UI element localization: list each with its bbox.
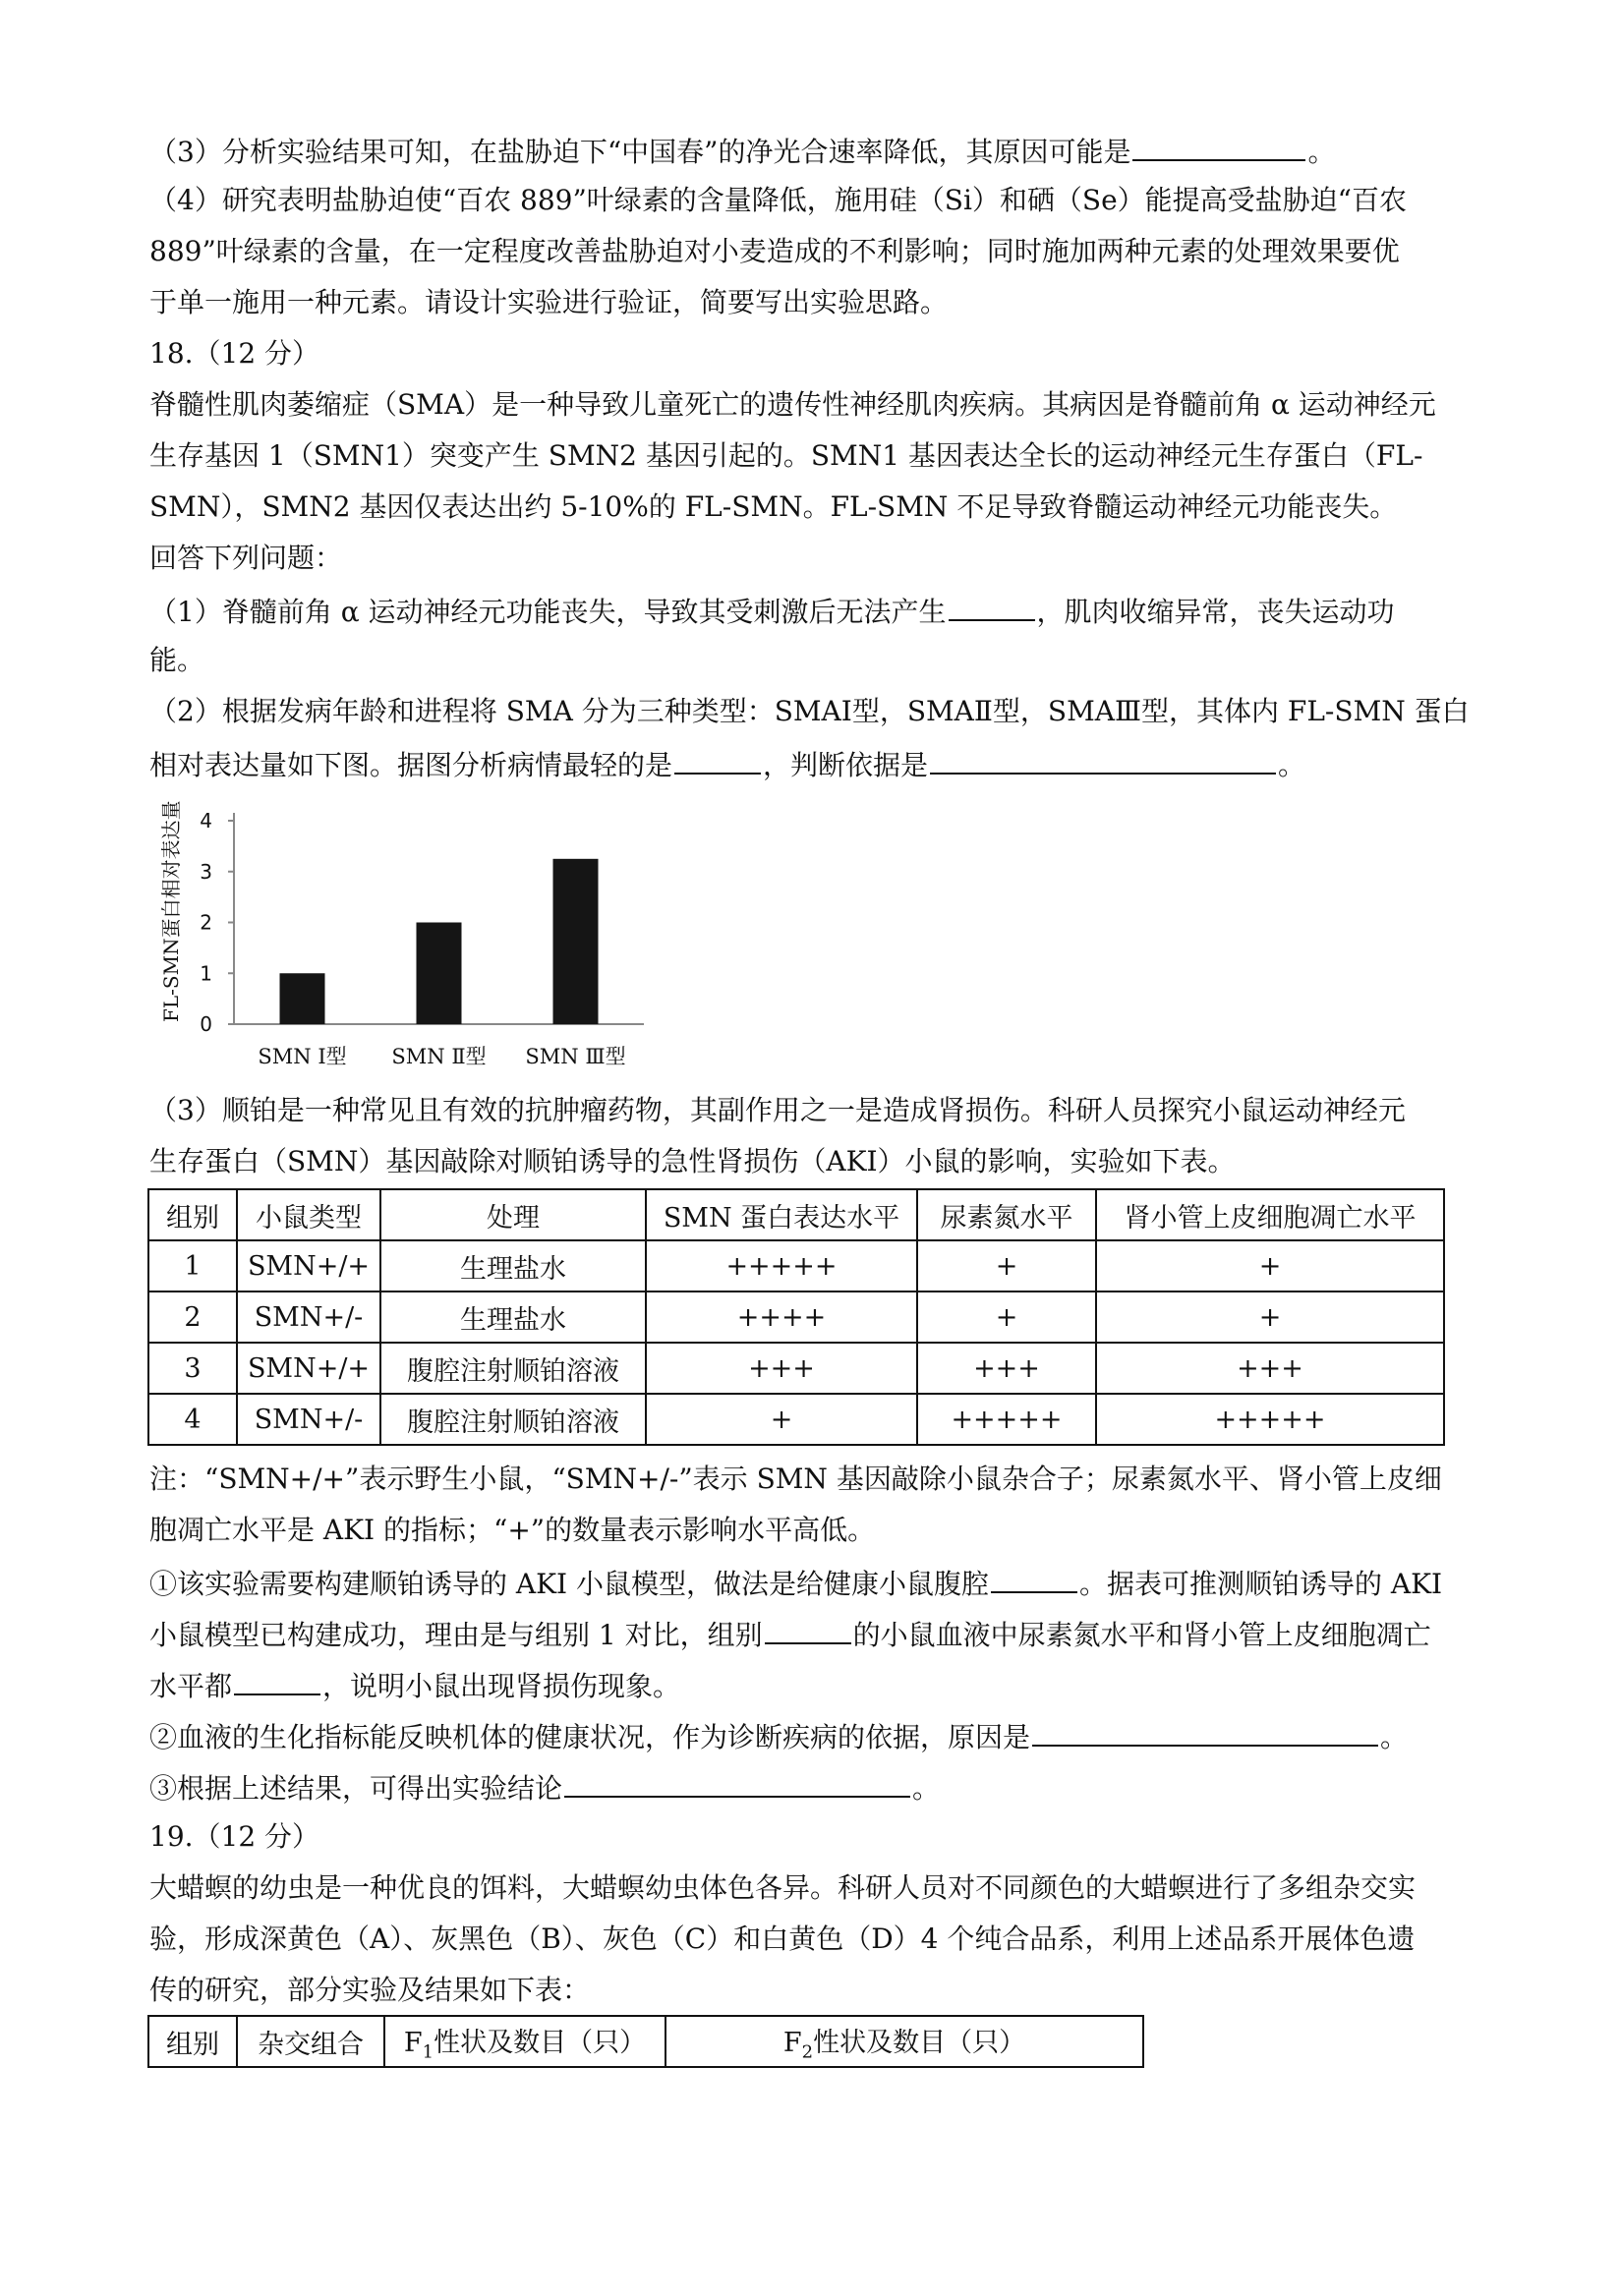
table-cell: + bbox=[917, 1240, 1096, 1292]
table-cell: +++++ bbox=[1096, 1394, 1444, 1445]
table-header-cell: 处理 bbox=[380, 1189, 646, 1240]
x-tick-label: SMN Ⅱ型 bbox=[391, 1045, 487, 1068]
q18-sub3-line: （3）顺铂是一种常见且有效的抗肿瘤药物，其副作用之一是造成肾损伤。科研人员探究小鼠运动神经元 bbox=[149, 1094, 1406, 1126]
table-cell: SMN+/- bbox=[237, 1292, 380, 1343]
q18-intro-line: 回答下列问题： bbox=[149, 542, 343, 574]
y-tick-label: 4 bbox=[200, 809, 212, 832]
table-header-cell: 杂交组合 bbox=[237, 2016, 384, 2067]
table-header-row bbox=[148, 1189, 1444, 1240]
table-cell: + bbox=[646, 1394, 917, 1445]
table-cell: +++++ bbox=[917, 1394, 1096, 1445]
smn-experiment-table bbox=[147, 1188, 1445, 1446]
answer-blank[interactable] bbox=[991, 1562, 1077, 1593]
q18-c1-line2: 小鼠模型已构建成功，理由是与组别 1 对比，组别 的小鼠血液中尿素氮水平和肾小管上皮细胞凋亡 bbox=[149, 1613, 1431, 1655]
q18-c3: ③根据上述结果，可得出实验结论 。 bbox=[149, 1766, 940, 1808]
bar bbox=[280, 973, 325, 1024]
q18-sub1: （1）脊髓前角 α 运动神经元功能丧失，导致其受刺激后无法产生 ，肌肉收缩异常，丧失运动功 bbox=[149, 590, 1395, 632]
q17-part4-line: 889”叶绿素的含量，在一定程度改善盐胁迫对小麦造成的不利影响；同时施加两种元素的处理效果要优 bbox=[149, 235, 1400, 267]
table-header-cell: $F_1$性状及数目（只） bbox=[384, 2016, 665, 2067]
answer-blank[interactable] bbox=[949, 590, 1035, 621]
answer-blank[interactable] bbox=[234, 1664, 320, 1695]
bar bbox=[553, 859, 599, 1024]
table-cell: + bbox=[1096, 1240, 1444, 1292]
q18-c1-line3: 水平都 ，说明小鼠出现肾损伤现象。 bbox=[149, 1664, 680, 1706]
table-cell: +++ bbox=[1096, 1343, 1444, 1394]
y-tick-label: 1 bbox=[200, 961, 212, 986]
table-note-line: 注：“SMN+/+”表示野生小鼠，“SMN+/-”表示 SMN 基因敲除小鼠杂合子；尿素氮水平、肾小管上皮细 bbox=[149, 1463, 1442, 1495]
y-tick-label: 2 bbox=[200, 910, 212, 935]
table-header-cell: $F_2$性状及数目（只） bbox=[665, 2016, 1143, 2067]
table-cell: 4 bbox=[148, 1394, 237, 1445]
answer-blank[interactable] bbox=[564, 1766, 910, 1798]
table-note-line: 胞凋亡水平是 AKI 的指标；“+”的数量表示影响水平高低。 bbox=[149, 1514, 876, 1546]
table-cell: 3 bbox=[148, 1343, 237, 1394]
table-cell: SMN+/+ bbox=[237, 1343, 380, 1394]
x-tick-label: SMN Ⅲ型 bbox=[525, 1045, 626, 1068]
q17-part3: （3）分析实验结果可知，在盐胁迫下“中国春”的净光合速率降低，其原因可能是 。 bbox=[149, 130, 1335, 172]
moth-cross-table bbox=[147, 2015, 1144, 2068]
table-cell: 1 bbox=[148, 1240, 237, 1292]
q18-sub2-line1: （2）根据发病年龄和进程将 SMA 分为三种类型：SMAⅠ型，SMAⅡ型，SMAⅢ型，其体内 FL-SMN 蛋白 bbox=[149, 695, 1470, 727]
q19-intro-line: 传的研究，部分实验及结果如下表： bbox=[149, 1974, 591, 2006]
q19-intro-line: 验，形成深黄色（A）、灰黑色（B）、灰色（C）和白黄色（D）4 个纯合品系，利用上述品系开展体色遗 bbox=[149, 1923, 1416, 1955]
bar bbox=[417, 923, 462, 1025]
q18-intro-line: 脊髓性肌肉萎缩症（SMA）是一种导致儿童死亡的遗传性神经肌肉疾病。其病因是脊髓前角 α 运动神经元 bbox=[149, 388, 1436, 421]
table-cell: 腹腔注射顺铂溶液 bbox=[380, 1394, 646, 1445]
table-header-cell: 小鼠类型 bbox=[237, 1189, 380, 1240]
table-row bbox=[148, 1394, 1444, 1445]
q18-heading: 18.（12 分） bbox=[149, 337, 320, 370]
table-cell: +++ bbox=[646, 1343, 917, 1394]
q19-intro-line: 大蜡螟的幼虫是一种优良的饵料，大蜡螟幼虫体色各异。科研人员对不同颜色的大蜡螟进行了多组杂交实 bbox=[149, 1871, 1417, 1904]
table-header-cell: 尿素氮水平 bbox=[917, 1189, 1096, 1240]
q18-sub1-cont: 能。 bbox=[149, 644, 205, 676]
table-row bbox=[148, 1343, 1444, 1394]
q19-heading: 19.（12 分） bbox=[149, 1820, 320, 1853]
q18-intro-line: SMN），SMN2 基因仅表达出约 5-10%的 FL-SMN。FL-SMN 不足导致脊髓运动神经元功能丧失。 bbox=[149, 490, 1398, 523]
table-cell: SMN+/- bbox=[237, 1394, 380, 1445]
q17-part4-line: 于单一施用一种元素。请设计实验进行验证，简要写出实验思路。 bbox=[149, 286, 949, 318]
x-tick-label: SMN Ⅰ型 bbox=[258, 1045, 347, 1068]
table-header-cell: 组别 bbox=[148, 2016, 237, 2067]
table-cell: 生理盐水 bbox=[380, 1240, 646, 1292]
table-cell: 腹腔注射顺铂溶液 bbox=[380, 1343, 646, 1394]
q18-sub3-line: 生存蛋白（SMN）基因敲除对顺铂诱导的急性肾损伤（AKI）小鼠的影响，实验如下表。 bbox=[149, 1145, 1236, 1177]
chart-y-axis-label: FL-SMN蛋白相对表达量 bbox=[159, 800, 183, 1022]
table-cell: +++ bbox=[917, 1343, 1096, 1394]
table-cell: + bbox=[1096, 1292, 1444, 1343]
answer-blank[interactable] bbox=[765, 1613, 851, 1644]
table-cell: +++++ bbox=[646, 1240, 917, 1292]
table-header-cell: SMN 蛋白表达水平 bbox=[646, 1189, 917, 1240]
q18-c2: ②血液的生化指标能反映机体的健康状况，作为诊断疾病的依据，原因是 。 bbox=[149, 1715, 1408, 1757]
q18-intro-line: 生存基因 1（SMN1）突变产生 SMN2 基因引起的。SMN1 基因表达全长的运动神经元生存蛋白（FL- bbox=[149, 439, 1423, 472]
q18-sub2-line2: 相对表达量如下图。据图分析病情最轻的是 ，判断依据是 。 bbox=[149, 743, 1305, 785]
table-header-cell: 肾小管上皮细胞凋亡水平 bbox=[1096, 1189, 1444, 1240]
table-header-row bbox=[148, 2016, 1143, 2067]
answer-blank[interactable] bbox=[1032, 1715, 1378, 1747]
table-cell: ++++ bbox=[646, 1292, 917, 1343]
table-header-cell: 组别 bbox=[148, 1189, 237, 1240]
y-tick-label: 3 bbox=[200, 859, 212, 884]
table-row bbox=[148, 1240, 1444, 1292]
table-cell: + bbox=[917, 1292, 1096, 1343]
table-cell: 2 bbox=[148, 1292, 237, 1343]
answer-blank[interactable] bbox=[930, 743, 1276, 775]
table-cell: SMN+/+ bbox=[237, 1240, 380, 1292]
y-tick-label: 0 bbox=[200, 1012, 212, 1036]
fl-smn-bar-chart bbox=[147, 801, 659, 1076]
table-row bbox=[148, 1292, 1444, 1343]
q17-part4-line: （4）研究表明盐胁迫使“百农 889”叶绿素的含量降低，施用硅（Si）和硒（Se）能提高受盐胁迫“百农 bbox=[149, 184, 1407, 216]
answer-blank[interactable] bbox=[1132, 130, 1305, 161]
q18-c1-line1: ①该实验需要构建顺铂诱导的 AKI 小鼠模型，做法是给健康小鼠腹腔 。据表可推测顺铂诱导的 AKI bbox=[149, 1562, 1442, 1604]
answer-blank[interactable] bbox=[674, 743, 761, 775]
table-cell: 生理盐水 bbox=[380, 1292, 646, 1343]
